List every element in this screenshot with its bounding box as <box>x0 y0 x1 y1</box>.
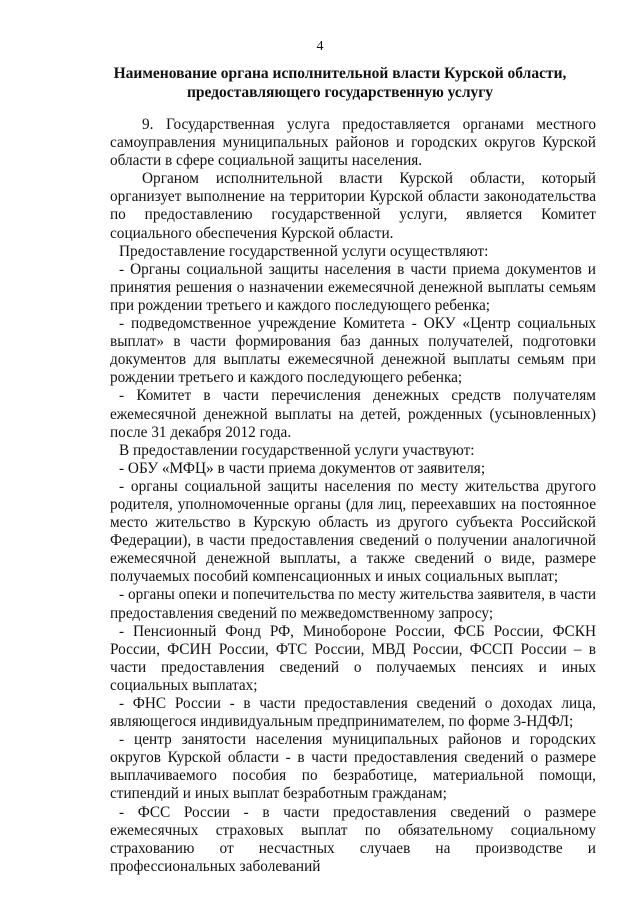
heading-line-1: Наименование органа исполнительной власти Курской области, <box>113 65 567 82</box>
section-heading <box>110 64 570 102</box>
list-item: - Комитет в части перечисления денежных средств получателям ежемесячной денежной выплаты на детей, рожденных (усыновленных) после 31 декабря 2012 года. <box>110 387 596 441</box>
list-item: - подведомственное учреждение Комитета - ОКУ «Центр социальных выплат» в части формирования баз данных получателей, подготовки документов для выплаты ежемесячной денежной выплаты семьям при рождении третьего и каждого последующего ребенка; <box>110 315 596 387</box>
paragraph: 9. Государственная услуга предоставляется органами местного самоуправления муниципальных районов и городских округов Курской области в сфере социальной защиты населения. <box>110 116 596 170</box>
heading-line-2: предоставляющего государственную услугу <box>186 84 494 101</box>
list-item: - Пенсионный Фонд РФ, Минобороне России, ФСБ России, ФСКН России, ФСИН России, ФТС России, МВД России, ФССП России – в части предоставления сведений о получаемых пенсиях и иных социальных выплатах; <box>110 622 596 694</box>
paragraph: В предоставлении государственной услуги участвуют: <box>119 441 475 459</box>
body-text <box>110 116 596 876</box>
list-item: - органы опеки и попечительства по месту жительства заявителя, в части предоставления сведений по межведомственному запросу; <box>110 586 596 622</box>
list-item: - ФНС России - в части предоставления сведений о доходах лица, являющегося индивидуальным предпринимателем, по форме 3-НДФЛ; <box>110 695 596 731</box>
list-item: - органы социальной защиты населения по месту жительства другого родителя, уполномоченные органы (для лиц, переехавших на постоянное место жительство в Курскую область из другого субъекта Российской Федерации), в части предоставления сведений о получении аналогичной ежемесячной денежной выплаты, а также сведений о виде, размере получаемых пособий компенсационных и иных социальных выплат; <box>110 477 596 586</box>
list-item: - центр занятости населения муниципальных районов и городских округов Курской области - в части предоставления сведений о размере выплачиваемого пособия по безработице, материальной помощи, стипендий и иных выплат безработным гражданам; <box>110 731 596 803</box>
paragraph: Органом исполнительной власти Курской области, который организует выполнение на территории Курской области законодательства по предоставлению государственной услуги, является Комитет социального обеспечения Курской области. <box>110 170 596 242</box>
page-number: 4 <box>316 39 324 54</box>
list-item: - ФСС России - в части предоставления сведений о размере ежемесячных страховых выплат по обязательному социальному страхованию от несчастных случаев на производстве и профессиональных заболеваний <box>110 803 596 875</box>
paragraph: Предоставление государственной услуги осуществляют: <box>119 242 489 260</box>
list-item: - ОБУ «МФЦ» в части приема документов от заявителя; <box>119 459 486 477</box>
list-item: - Органы социальной защиты населения в части приема документов и принятия решения о назначении ежемесячной денежной выплаты семьям при рождении третьего и каждого последующего ребенка; <box>110 260 596 314</box>
